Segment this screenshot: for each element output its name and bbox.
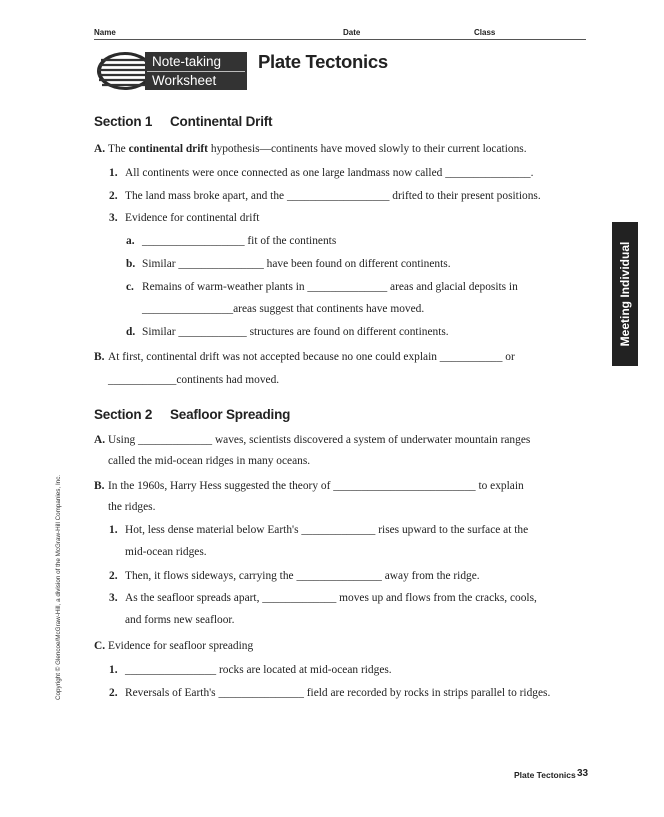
page-title: Plate Tectonics xyxy=(258,51,388,72)
s1-a3a-text: __________________ fit of the continents xyxy=(142,235,337,247)
s1-b-text1: At first, continental drift was not accepted because no one could explain ___________ or xyxy=(108,351,515,363)
s1-b-text2: ____________continents had moved. xyxy=(108,374,280,386)
class-label: Class xyxy=(474,28,496,37)
s1-a2-label: 2. xyxy=(109,190,118,202)
s1-a1-label: 1. xyxy=(109,167,118,179)
date-label: Date xyxy=(343,28,361,37)
s2-a-label: A. xyxy=(94,434,106,446)
s2-b3-text2: and forms new seafloor. xyxy=(125,614,235,626)
s2-b2-text: Then, it flows sideways, carrying the _______________ away from the ridge. xyxy=(125,570,480,582)
s2-b-text1: In the 1960s, Harry Hess suggested the theory of _________________________ to explain xyxy=(108,480,524,492)
s1-a3c-text2: ________________areas suggest that continents have moved. xyxy=(142,303,425,315)
s2-b-text2: the ridges. xyxy=(108,501,156,513)
copyright-notice: Copyright © Glencoe/McGraw-Hill, a division of the McGraw-Hill Companies, Inc. xyxy=(55,474,62,700)
side-tab-label: Meeting Individual Needs xyxy=(618,241,658,347)
s1-a3c-label: c. xyxy=(126,281,134,293)
section1-number: Section 1 xyxy=(94,114,153,129)
s2-a-text1: Using _____________ waves, scientists discovered a system of underwater mountain ranges xyxy=(108,434,531,446)
s1-a3d-text: Similar ____________ structures are found on different continents. xyxy=(142,326,449,338)
s1-a3b-label: b. xyxy=(126,258,136,270)
s1-a3a-label: a. xyxy=(126,235,135,247)
s2-b2-label: 2. xyxy=(109,570,118,582)
s1-b-label: B. xyxy=(94,351,105,363)
s2-c-text: Evidence for seafloor spreading xyxy=(108,640,254,652)
s2-c2-text: Reversals of Earth's _______________ field are recorded by rocks in strips parallel to ridges. xyxy=(125,687,551,699)
s1-a-text: The continental drift hypothesis—continents have moved slowly to their current locations. xyxy=(108,143,527,155)
section2-title: Seafloor Spreading xyxy=(170,407,291,422)
s1-a3-label: 3. xyxy=(109,212,118,224)
page-number: 33 xyxy=(577,768,589,779)
s1-a1-text: All continents were once connected as one large landmass now called _______________. xyxy=(125,167,534,179)
header-rule xyxy=(94,39,586,40)
note-taking-badge xyxy=(95,50,251,92)
s1-a3c-text1: Remains of warm-weather plants in ______________ areas and glacial deposits in xyxy=(142,281,518,293)
s2-b1-text1: Hot, less dense material below Earth's _____________ rises upward to the surface at the xyxy=(125,524,529,536)
s2-c2-label: 2. xyxy=(109,687,118,699)
name-label: Name xyxy=(94,28,116,37)
s2-b3-text1: As the seafloor spreads apart, _____________ moves up and flows from the cracks, cools, xyxy=(125,592,537,604)
s2-b-label: B. xyxy=(94,480,105,492)
section2-number: Section 2 xyxy=(94,407,153,422)
s2-c1-label: 1. xyxy=(109,664,118,676)
s1-a-label: A. xyxy=(94,143,106,155)
s2-c-label: C. xyxy=(94,640,106,652)
s2-b1-text2: mid-ocean ridges. xyxy=(125,546,207,558)
footer-title: Plate Tectonics xyxy=(514,770,576,780)
side-tab xyxy=(612,222,658,366)
s1-a2-text: The land mass broke apart, and the __________________ drifted to their present positions. xyxy=(125,190,541,202)
badge-line2: Worksheet xyxy=(152,73,217,88)
s2-a-text2: called the mid-ocean ridges in many oceans. xyxy=(108,455,311,467)
section1-title: Continental Drift xyxy=(170,114,273,129)
s1-a3-text: Evidence for continental drift xyxy=(125,212,260,224)
s1-a3b-text: Similar _______________ have been found on different continents. xyxy=(142,258,451,270)
s2-c1-text: ________________ rocks are located at mid-ocean ridges. xyxy=(125,664,392,676)
s2-b1-label: 1. xyxy=(109,524,118,536)
s1-a-term: continental drift xyxy=(128,143,208,155)
badge-line1: Note-taking xyxy=(152,54,222,69)
s1-a3d-label: d. xyxy=(126,326,136,338)
s2-b3-label: 3. xyxy=(109,592,118,604)
